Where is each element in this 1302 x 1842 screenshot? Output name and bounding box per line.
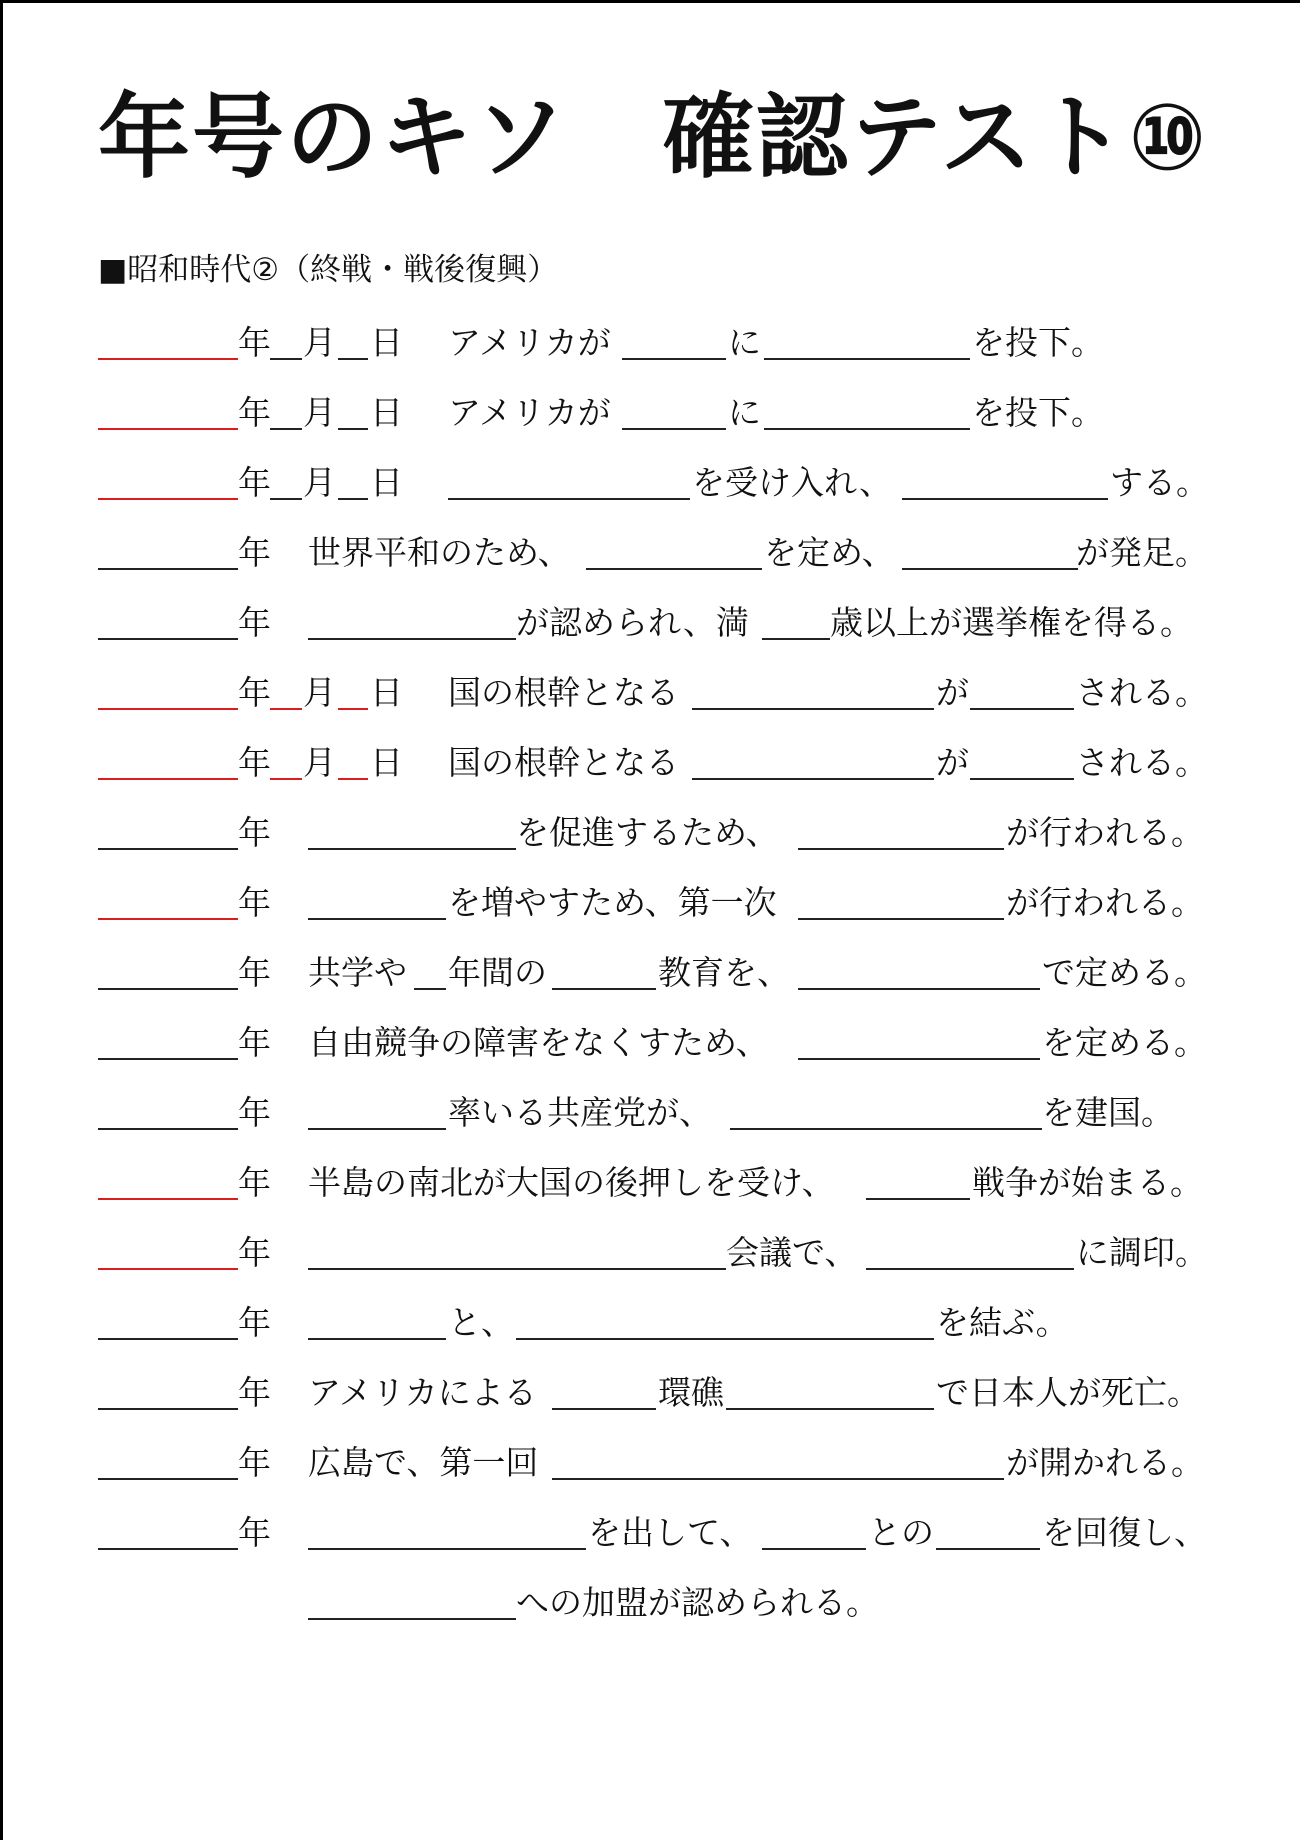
question-text: を建国。: [1042, 1093, 1174, 1132]
answer-blank-red[interactable]: [98, 1268, 238, 1270]
answer-blank[interactable]: [692, 778, 934, 780]
question-text: 年: [238, 1233, 271, 1272]
answer-blank[interactable]: [98, 1548, 238, 1550]
answer-blank-red[interactable]: [270, 778, 302, 780]
answer-blank[interactable]: [308, 1128, 446, 1130]
question-text: 年: [238, 393, 271, 432]
question-text: が発足。: [1076, 533, 1208, 572]
question-text: 月: [303, 463, 336, 502]
answer-blank[interactable]: [902, 498, 1108, 500]
question-text: 日: [370, 393, 403, 432]
question-text: 年: [238, 1303, 271, 1342]
answer-blank[interactable]: [866, 1268, 1074, 1270]
question-text: を回復し、: [1042, 1513, 1207, 1552]
question-line-18: [98, 1512, 1298, 1556]
question-text: 年: [238, 673, 271, 712]
question-text: 月: [303, 673, 336, 712]
question-line-7: [98, 742, 1298, 786]
answer-blank[interactable]: [98, 568, 238, 570]
question-line-4: [98, 532, 1298, 576]
answer-blank[interactable]: [622, 358, 726, 360]
answer-blank[interactable]: [338, 428, 368, 430]
answer-blank[interactable]: [98, 988, 238, 990]
question-line-16: [98, 1372, 1298, 1416]
question-text: を受け入れ、: [692, 463, 892, 502]
question-text: を定める。: [1042, 1023, 1207, 1062]
question-line-13: [98, 1162, 1298, 1206]
question-text: 日: [370, 743, 403, 782]
answer-blank[interactable]: [970, 708, 1074, 710]
question-text: 年: [238, 603, 271, 642]
answer-blank[interactable]: [308, 638, 516, 640]
question-line-5: [98, 602, 1298, 646]
question-line-14: [98, 1232, 1298, 1276]
question-line-17: [98, 1442, 1298, 1486]
answer-blank[interactable]: [98, 1058, 238, 1060]
answer-blank[interactable]: [98, 1408, 238, 1410]
question-text: 年間の: [448, 953, 547, 992]
answer-blank[interactable]: [764, 428, 970, 430]
answer-blank[interactable]: [798, 1058, 1040, 1060]
question-text: 年: [238, 743, 271, 782]
question-text: 年: [238, 463, 271, 502]
page-title: 年号のキソ 確認テスト⑩: [98, 84, 1209, 191]
question-text: 年: [238, 533, 271, 572]
answer-blank[interactable]: [726, 1408, 934, 1410]
question-text: 年: [238, 1163, 271, 1202]
question-text: を結ぶ。: [936, 1303, 1069, 1342]
answer-blank[interactable]: [552, 1478, 1004, 1480]
question-text: が: [936, 673, 969, 712]
answer-blank[interactable]: [98, 638, 238, 640]
answer-blank[interactable]: [866, 1198, 970, 1200]
answer-blank[interactable]: [308, 1338, 446, 1340]
question-text: が認められ、満: [516, 603, 749, 642]
answer-blank[interactable]: [308, 1548, 586, 1550]
question-text: 自由競争の障害をなくすため、: [308, 1023, 769, 1062]
question-text: 年: [238, 883, 271, 922]
question-text: 率いる共産党が、: [448, 1093, 712, 1132]
question-text: 会議で、: [726, 1233, 858, 1272]
answer-blank[interactable]: [730, 1128, 1042, 1130]
answer-blank-red[interactable]: [98, 918, 238, 920]
question-line-8: [98, 812, 1298, 856]
question-line-3: [98, 462, 1298, 506]
question-text: と、: [448, 1303, 514, 1342]
question-text: が行われる。: [1006, 883, 1204, 922]
question-text: に: [728, 393, 761, 432]
question-text: 共学や: [308, 953, 407, 992]
question-text: 年: [238, 953, 271, 992]
answer-blank-red[interactable]: [98, 708, 238, 710]
question-text: 年: [238, 1093, 271, 1132]
answer-blank[interactable]: [692, 708, 934, 710]
question-text: される。: [1076, 673, 1208, 712]
question-text: 広島で、第一回: [308, 1443, 539, 1482]
question-text: 年: [238, 1373, 271, 1412]
answer-blank[interactable]: [762, 1548, 866, 1550]
question-text: との: [868, 1513, 934, 1552]
answer-blank[interactable]: [798, 848, 1004, 850]
question-text: 国の根幹となる: [448, 743, 679, 782]
answer-blank-red[interactable]: [98, 358, 238, 360]
answer-blank[interactable]: [586, 568, 762, 570]
answer-blank[interactable]: [552, 1408, 656, 1410]
answer-blank[interactable]: [516, 1338, 934, 1340]
question-text: 世界平和のため、: [308, 533, 571, 572]
question-text: を投下。: [972, 323, 1104, 362]
question-text: が: [936, 743, 969, 782]
answer-blank[interactable]: [98, 1338, 238, 1340]
answer-blank[interactable]: [308, 1268, 726, 1270]
question-text: を増やすため、第一次: [448, 883, 777, 922]
answer-blank[interactable]: [448, 498, 690, 500]
answer-blank[interactable]: [622, 428, 726, 430]
answer-blank[interactable]: [902, 568, 1078, 570]
answer-blank-red[interactable]: [338, 778, 368, 780]
question-line-15: [98, 1302, 1298, 1346]
question-line-12: [98, 1092, 1298, 1136]
answer-blank-red[interactable]: [270, 708, 302, 710]
answer-blank-red[interactable]: [98, 1198, 238, 1200]
question-text: を定め、: [764, 533, 895, 572]
answer-blank-red[interactable]: [98, 498, 238, 500]
question-text: への加盟が認められる。: [516, 1583, 879, 1622]
question-text: が開かれる。: [1006, 1443, 1204, 1482]
answer-blank[interactable]: [308, 848, 516, 850]
question-text: 年: [238, 1023, 271, 1062]
question-text: 月: [303, 323, 336, 362]
question-text: 歳以上が選挙権を得る。: [830, 603, 1193, 642]
answer-blank[interactable]: [338, 498, 368, 500]
question-text: される。: [1076, 743, 1208, 782]
section-heading: ■昭和時代②（終戦・戦後復興）: [98, 252, 559, 288]
question-text: する。: [1110, 463, 1209, 502]
question-text: 戦争が始まる。: [972, 1163, 1203, 1202]
question-text: に調印。: [1076, 1233, 1208, 1272]
question-text: 日: [370, 323, 403, 362]
answer-blank[interactable]: [270, 358, 302, 360]
question-text: 月: [303, 393, 336, 432]
question-text: で定める。: [1042, 953, 1207, 992]
answer-blank[interactable]: [798, 918, 1004, 920]
answer-blank[interactable]: [762, 638, 830, 640]
question-line-1: [98, 322, 1298, 366]
answer-blank[interactable]: [936, 1548, 1040, 1550]
question-line-2: [98, 392, 1298, 436]
answer-blank[interactable]: [270, 498, 302, 500]
question-text: 年: [238, 1513, 271, 1552]
question-text: が行われる。: [1006, 813, 1204, 852]
question-text: アメリカが: [448, 323, 611, 362]
question-line-9: [98, 882, 1298, 926]
answer-blank[interactable]: [98, 1478, 238, 1480]
question-text: アメリカによる: [308, 1373, 537, 1412]
question-text: に: [728, 323, 761, 362]
question-text: 国の根幹となる: [448, 673, 679, 712]
question-text: 日: [370, 673, 403, 712]
answer-blank[interactable]: [308, 918, 446, 920]
answer-blank-red[interactable]: [98, 428, 238, 430]
question-text: 月: [303, 743, 336, 782]
answer-blank[interactable]: [798, 988, 1040, 990]
question-line-10: [98, 952, 1298, 996]
question-text: 年: [238, 813, 271, 852]
answer-blank[interactable]: [414, 988, 446, 990]
question-line-19: [98, 1582, 1298, 1626]
answer-blank-red[interactable]: [98, 778, 238, 780]
answer-blank[interactable]: [98, 848, 238, 850]
answer-blank[interactable]: [308, 1618, 516, 1620]
question-line-6: [98, 672, 1298, 716]
answer-blank[interactable]: [270, 428, 302, 430]
question-text: 年: [238, 323, 271, 362]
question-text: 環礁: [658, 1373, 724, 1412]
question-text: で日本人が死亡。: [936, 1373, 1200, 1412]
question-line-11: [98, 1022, 1298, 1066]
answer-blank[interactable]: [98, 1128, 238, 1130]
answer-blank[interactable]: [970, 778, 1074, 780]
answer-blank[interactable]: [552, 988, 656, 990]
question-text: 日: [370, 463, 403, 502]
question-text: アメリカが: [448, 393, 611, 432]
question-text: を投下。: [972, 393, 1104, 432]
answer-blank-red[interactable]: [338, 708, 368, 710]
question-text: を促進するため、: [516, 813, 779, 852]
answer-blank[interactable]: [764, 358, 970, 360]
question-text: 半島の南北が大国の後押しを受け、: [308, 1163, 835, 1202]
question-text: を出して、: [588, 1513, 753, 1552]
question-text: 教育を、: [658, 953, 790, 992]
answer-blank[interactable]: [338, 358, 368, 360]
question-text: 年: [238, 1443, 271, 1482]
